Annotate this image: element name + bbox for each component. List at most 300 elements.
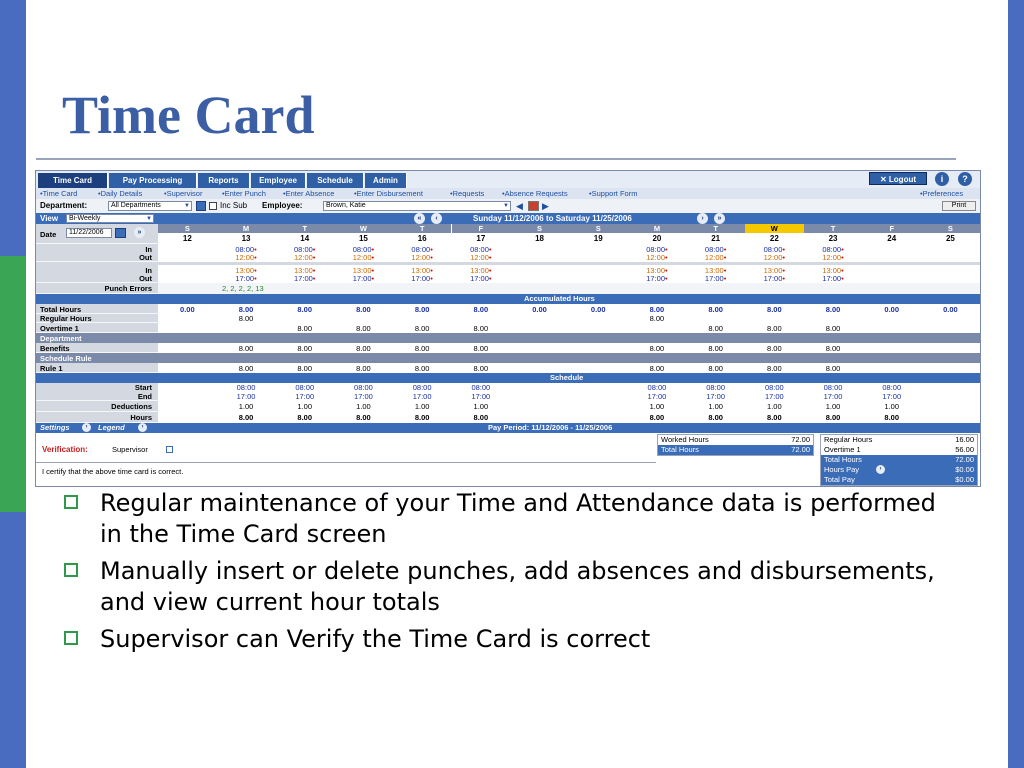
punch-edit-marker-icon: • <box>723 253 727 262</box>
summary-label: Total Pay <box>824 475 855 484</box>
hours-cell: 8.00 <box>414 364 430 373</box>
schedule-times-row <box>36 383 980 401</box>
punch-cell[interactable]: 08:00• <box>411 245 433 254</box>
benefits-row <box>36 343 980 353</box>
punch-cell[interactable]: 17:00• <box>470 274 492 283</box>
schedule-rule-label: Schedule Rule <box>40 354 92 363</box>
punch-cell[interactable]: 17:00• <box>294 274 316 283</box>
punch-cell[interactable]: 13:00• <box>411 266 433 275</box>
total-hours-label-cell <box>36 304 158 314</box>
hours-cell: 1.00 <box>238 402 254 411</box>
period-title: Sunday 11/12/2006 to Saturday 11/25/2006 <box>473 214 632 223</box>
tab-reports[interactable]: Reports <box>198 173 250 188</box>
legend-link[interactable]: Legend <box>98 423 125 432</box>
hours-cell: 8.00 <box>414 413 430 422</box>
overtime-label: Overtime 1 <box>40 324 79 333</box>
hours-cell: 0.00 <box>590 305 606 314</box>
hours-cell: 8.00 <box>297 305 313 314</box>
view-cell <box>36 213 158 224</box>
schedule-hours-row <box>36 412 980 423</box>
hours-cell: 17:00 <box>412 392 432 401</box>
hours-cell: 8.00 <box>238 314 254 323</box>
day-date[interactable]: 23 <box>828 234 838 243</box>
prev-employee-icon[interactable]: ◀ <box>516 201 523 211</box>
tab-time-card[interactable]: Time Card <box>38 173 108 188</box>
tab-employee[interactable]: Employee <box>251 173 306 188</box>
punch-edit-marker-icon: • <box>841 274 844 283</box>
summary-line <box>821 445 977 455</box>
punch-row-1 <box>36 244 980 262</box>
punch-edit-marker-icon: • <box>665 245 668 254</box>
employee-label: Employee: <box>262 201 303 210</box>
hours-cell: 08:00 <box>354 383 373 392</box>
hours-cell: 08:00 <box>882 383 902 392</box>
date-cell <box>36 224 158 244</box>
hours-cell: 17:00 <box>706 392 726 401</box>
hours-cell: 8.00 <box>356 324 371 333</box>
hours-cell: 8.00 <box>297 364 313 373</box>
certify-statement: I certify that the above time card is correct. <box>42 467 184 476</box>
punch-cell[interactable]: 17:00• <box>352 274 375 283</box>
department-label: Department: <box>40 201 88 210</box>
in-label: In <box>145 245 152 254</box>
go-date-icon[interactable]: » <box>134 227 145 238</box>
bullet-text: Manually insert or delete punches, add absences and disbursements, and view current hour totals <box>100 557 935 616</box>
day-date[interactable]: 12 <box>182 234 192 243</box>
square-bullet-icon <box>64 495 78 509</box>
punch-edit-marker-icon: • <box>254 274 257 283</box>
day-letter: S <box>569 224 628 233</box>
punch-cell[interactable]: 13:00• <box>822 266 844 275</box>
punch-edit-marker-icon: • <box>782 253 786 262</box>
punch-cell[interactable]: 08:00• <box>704 245 727 254</box>
print-button[interactable]: Print <box>942 201 976 211</box>
deductions-label: Deductions <box>111 402 152 411</box>
in-label: In <box>145 266 152 275</box>
punch-cell[interactable]: 17:00• <box>235 274 257 283</box>
punch-edit-marker-icon: • <box>254 245 257 254</box>
hours-cell: 17:00 <box>295 392 315 401</box>
next-employee-icon[interactable]: ▶ <box>542 201 549 211</box>
inc-sub-label: Inc Sub <box>220 201 248 210</box>
timecard-screenshot <box>35 170 981 487</box>
subnav-daily-details[interactable]: •Daily Details <box>98 189 143 198</box>
regular-hours-label-cell <box>36 314 158 323</box>
punch-cell[interactable]: 13:00• <box>352 266 375 275</box>
punch-errors-label: Punch Errors <box>104 284 152 293</box>
hours-cell: 8.00 <box>297 344 313 353</box>
left-green-accent <box>0 256 26 512</box>
next-period-icon[interactable]: › <box>697 213 708 224</box>
supervisor-verify-checkbox[interactable] <box>166 446 173 453</box>
summary-label: Overtime 1 <box>824 445 861 454</box>
inc-sub-checkbox[interactable] <box>209 202 217 210</box>
day-letter: S <box>158 224 217 233</box>
summary-value: 16.00 <box>955 435 974 444</box>
hours-cell: 8.00 <box>884 413 900 422</box>
punch-errors-cell <box>36 283 158 294</box>
hours-cell: 08:00 <box>823 383 843 392</box>
hours-cell: 8.00 <box>767 413 782 422</box>
punch-cell[interactable]: 12:00• <box>646 253 668 262</box>
punch-cell[interactable]: 12:00• <box>411 253 433 262</box>
hours-cell: 17:00 <box>823 392 843 401</box>
hours-cell: 1.00 <box>414 402 430 411</box>
hours-cell: 08:00 <box>764 383 784 392</box>
schedule-rule-band <box>36 353 980 363</box>
date-input[interactable] <box>66 228 112 238</box>
benefits-label-cell <box>36 343 158 353</box>
overtime-row <box>36 323 980 333</box>
square-bullet-icon <box>64 631 78 645</box>
hours-cell: 8.00 <box>767 344 782 353</box>
hours-cell: 0.00 <box>943 305 958 314</box>
bullet-text: Supervisor can Verify the Time Card is correct <box>100 625 651 653</box>
bullet-item <box>64 556 954 620</box>
punch-cell[interactable]: 17:00• <box>704 274 727 283</box>
slide-title: Time Card <box>62 85 315 145</box>
settings-link[interactable]: Settings <box>40 423 70 432</box>
subnav-enter-absence[interactable]: •Enter Absence <box>283 189 335 198</box>
day-letter: F <box>452 224 511 233</box>
hours-cell: 8.00 <box>473 324 489 333</box>
summary-line <box>821 435 977 445</box>
hours-cell: 0.00 <box>532 305 547 314</box>
day-date[interactable]: 25 <box>945 234 955 243</box>
rule1-row <box>36 363 980 373</box>
overtime-label-cell <box>36 323 158 333</box>
hours-pay-expand-icon[interactable]: › <box>876 465 885 474</box>
hours-cell: 8.00 <box>649 344 665 353</box>
punch-edit-marker-icon: • <box>488 266 492 275</box>
employee-detail-icon[interactable] <box>528 201 539 211</box>
hours-cell: 17:00 <box>236 392 256 401</box>
punch-edit-marker-icon: • <box>723 245 727 254</box>
punch-edit-marker-icon: • <box>254 253 257 262</box>
hours-cell: 08:00 <box>236 383 256 392</box>
hours-cell: 8.00 <box>473 364 489 373</box>
hours-cell: 1.00 <box>473 402 489 411</box>
subnav-time-card[interactable]: •Time Card <box>40 189 78 198</box>
punch-cell[interactable]: 08:00• <box>352 245 375 254</box>
punch-cell[interactable]: 13:00• <box>470 266 492 275</box>
punch-edit-marker-icon: • <box>488 253 492 262</box>
summary-line <box>658 445 813 455</box>
punch-edit-marker-icon: • <box>665 266 668 275</box>
hours-cell: 8.00 <box>708 413 723 422</box>
day-date[interactable]: 18 <box>535 234 544 243</box>
day-date[interactable]: 14 <box>300 234 310 243</box>
chevron-down-icon: ▼ <box>146 216 152 222</box>
tab-schedule[interactable]: Schedule <box>307 173 364 188</box>
pay-summary <box>820 434 978 486</box>
hours-cell: 8.00 <box>767 305 782 314</box>
day-letter: T <box>393 224 452 233</box>
punch-edit-marker-icon: • <box>312 266 316 275</box>
hours-cell: 8.00 <box>708 324 723 333</box>
regular-hours-label: Regular Hours <box>40 314 92 323</box>
hours-cell: 08:00 <box>706 383 726 392</box>
punch-edit-marker-icon: • <box>312 245 316 254</box>
punch-edit-marker-icon: • <box>841 245 844 254</box>
punch-edit-marker-icon: • <box>782 245 786 254</box>
pay-period-title: Pay Period: 11/12/2006 - 11/25/2006 <box>488 423 613 432</box>
rule1-label: Rule 1 <box>40 364 63 373</box>
day-letter: T <box>275 224 334 233</box>
hours-cell: 17:00 <box>471 392 491 401</box>
day-letter: S <box>510 224 569 233</box>
summary-line <box>821 465 977 475</box>
schedule-title: Schedule <box>550 373 584 382</box>
day-letter: T <box>804 224 863 233</box>
punch-cell[interactable]: 13:00• <box>235 266 257 275</box>
punch-cell[interactable]: 17:00• <box>646 274 668 283</box>
main-tab-bar <box>36 171 980 188</box>
benefits-label: Benefits <box>40 344 70 353</box>
info-icon[interactable]: i <box>935 172 949 186</box>
hours-cell: 08:00 <box>412 383 432 392</box>
employee-value: Brown, Katie <box>326 202 366 209</box>
hours-label: Hours <box>130 413 152 422</box>
punch-cell[interactable]: 17:00• <box>822 274 844 283</box>
day-letter: S <box>921 224 980 233</box>
punch-cell[interactable]: 13:00• <box>646 266 668 275</box>
subnav-preferences[interactable]: •Preferences <box>920 189 964 198</box>
punch-cell[interactable]: 12:00• <box>822 253 844 262</box>
summary-value: $0.00 <box>955 465 974 474</box>
punch-cell[interactable]: 08:00• <box>470 245 492 254</box>
hours-cell: 08:00 <box>471 383 491 392</box>
employee-select[interactable] <box>323 201 511 211</box>
hours-cell: 8.00 <box>297 324 313 333</box>
hours-cell: 1.00 <box>825 402 841 411</box>
settings-expand-icon[interactable]: › <box>82 423 91 432</box>
start-label: Start <box>134 383 152 392</box>
out-label: Out <box>139 274 152 283</box>
hours-cell: 8.00 <box>825 344 841 353</box>
hours-cell: 8.00 <box>238 344 254 353</box>
day-date[interactable]: 15 <box>358 234 368 243</box>
subnav-supervisor[interactable]: •Supervisor <box>164 189 203 198</box>
hours-cell: 17:00 <box>647 392 667 401</box>
hours-cell: 8.00 <box>414 324 430 333</box>
punch-edit-marker-icon: • <box>430 274 433 283</box>
hours-cell: 8.00 <box>238 413 254 422</box>
department-band <box>36 333 980 343</box>
punch-edit-marker-icon: • <box>312 253 316 262</box>
day-date[interactable]: 24 <box>887 234 897 243</box>
punch-edit-marker-icon: • <box>723 266 727 275</box>
day-date[interactable]: 13 <box>241 234 251 243</box>
view-label: View <box>40 214 59 223</box>
last-period-icon[interactable]: » <box>714 213 725 224</box>
day-date[interactable]: 17 <box>476 234 486 243</box>
day-letter: F <box>862 224 921 233</box>
summary-label: Hours Pay <box>824 465 860 474</box>
summary-label: Regular Hours <box>824 435 873 444</box>
department-section-label: Department <box>40 334 82 343</box>
punch-cell[interactable]: 13:00• <box>704 266 727 275</box>
prev-period-icon[interactable]: ‹ <box>431 213 442 224</box>
hours-cell: 8.00 <box>767 324 782 333</box>
punch-edit-marker-icon: • <box>430 253 433 262</box>
hours-cell: 8.00 <box>767 364 782 373</box>
hours-label-cell <box>36 412 158 423</box>
punch-edit-marker-icon: • <box>841 266 844 275</box>
summary-value: 56.00 <box>955 445 974 454</box>
tab-admin[interactable]: Admin <box>365 173 407 188</box>
hours-cell: 8.00 <box>414 305 430 314</box>
summary-label: Total Hours <box>824 455 862 464</box>
summary-value: 72.00 <box>955 455 974 464</box>
subnav-support-form[interactable]: •Support Form <box>589 189 638 198</box>
hours-cell: 8.00 <box>649 413 665 422</box>
punch-cell[interactable]: 13:00• <box>294 266 316 275</box>
hours-cell: 1.00 <box>708 402 723 411</box>
punch-cell[interactable]: 12:00• <box>470 253 492 262</box>
punch-edit-marker-icon: • <box>371 245 375 254</box>
total-hours-row <box>36 304 980 314</box>
day-date[interactable]: 16 <box>417 234 427 243</box>
hours-cell: 1.00 <box>649 402 665 411</box>
sub-navigation <box>36 188 980 199</box>
punch-cell[interactable]: 17:00• <box>763 274 786 283</box>
punch-cell[interactable]: 12:00• <box>294 253 316 262</box>
regular-hours-row <box>36 314 980 323</box>
summary-value: 72.00 <box>791 445 810 454</box>
hours-cell: 8.00 <box>649 305 665 314</box>
hours-cell: 0.00 <box>180 305 195 314</box>
day-letter: M <box>217 224 276 233</box>
calendar-icon[interactable] <box>196 201 206 211</box>
hours-cell: 8.00 <box>708 305 723 314</box>
filter-toolbar <box>36 199 980 213</box>
summary-label: Total Hours <box>661 445 699 454</box>
hours-cell: 17:00 <box>882 392 902 401</box>
title-divider <box>36 158 956 160</box>
date-label: Date <box>40 230 57 239</box>
punch-cell[interactable]: 08:00• <box>822 245 844 254</box>
punch-edit-marker-icon: • <box>665 274 668 283</box>
logout-label: Logout <box>888 175 917 184</box>
punch-edit-marker-icon: • <box>430 266 433 275</box>
hours-cell: 8.00 <box>356 305 371 314</box>
verification-label: Verification: <box>42 445 88 454</box>
day-letter: M <box>628 224 687 233</box>
hours-cell: 8.00 <box>473 413 489 422</box>
hours-cell: 8.00 <box>356 344 371 353</box>
summary-line <box>658 435 813 445</box>
view-select[interactable] <box>66 214 154 223</box>
punch-label-cell <box>36 265 158 283</box>
bullet-item <box>64 624 954 656</box>
hours-cell: 17:00 <box>354 392 373 401</box>
hours-cell: 8.00 <box>473 305 489 314</box>
supervisor-label: Supervisor <box>112 445 148 454</box>
hours-cell: 8.00 <box>297 413 313 422</box>
hours-cell: 1.00 <box>297 402 313 411</box>
punch-row-2 <box>36 265 980 283</box>
day-letter: T <box>686 224 745 233</box>
subnav-requests[interactable]: •Requests <box>450 189 485 198</box>
summary-line <box>821 455 977 465</box>
hours-cell: 8.00 <box>414 344 430 353</box>
hours-cell: 8.00 <box>356 413 371 422</box>
day-date[interactable]: 20 <box>652 234 662 243</box>
first-period-icon[interactable]: « <box>414 213 425 224</box>
punch-errors-row <box>36 283 980 294</box>
subnav-absence-requests[interactable]: •Absence Requests <box>502 189 568 198</box>
period-header-row <box>36 213 980 224</box>
punch-cell[interactable]: 12:00• <box>235 253 257 262</box>
punch-edit-marker-icon: • <box>312 274 316 283</box>
day-letter: W <box>334 224 393 233</box>
summary-label: Worked Hours <box>661 435 709 444</box>
day-date[interactable]: 22 <box>769 234 779 243</box>
punch-cell[interactable]: 12:00• <box>352 253 375 262</box>
punch-cell[interactable]: 12:00• <box>763 253 786 262</box>
worked-hours-summary <box>657 434 814 456</box>
total-hours-label: Total Hours <box>40 305 82 314</box>
date-value: 11/22/2006 <box>69 229 104 236</box>
help-icon[interactable]: ? <box>958 172 972 186</box>
rule1-label-cell <box>36 363 158 373</box>
summary-value: $0.00 <box>955 475 974 484</box>
punch-edit-marker-icon: • <box>371 266 375 275</box>
day-letter: W <box>745 224 804 233</box>
end-label: End <box>137 392 152 401</box>
hours-cell: 8.00 <box>825 324 841 333</box>
legend-expand-icon[interactable]: › <box>138 423 147 432</box>
calendar-icon[interactable] <box>115 228 126 238</box>
punch-cell[interactable]: 08:00• <box>235 245 257 254</box>
hours-cell: 8.00 <box>649 314 665 323</box>
hours-cell: 1.00 <box>356 402 371 411</box>
chevron-down-icon: ▼ <box>503 203 509 209</box>
punch-cell[interactable]: 17:00• <box>411 274 433 283</box>
punch-cell[interactable]: 08:00• <box>763 245 786 254</box>
department-select[interactable] <box>108 201 192 211</box>
hours-cell: 8.00 <box>708 364 723 373</box>
punch-errors-value[interactable]: 2, 2, 2, 2, 13 <box>222 284 264 293</box>
verification-divider <box>36 462 656 463</box>
day-header-row <box>36 224 980 244</box>
punch-edit-marker-icon: • <box>371 253 375 262</box>
punch-cell[interactable]: 12:00• <box>704 253 727 262</box>
hours-cell: 8.00 <box>649 364 665 373</box>
hours-cell: 17:00 <box>764 392 784 401</box>
punch-edit-marker-icon: • <box>841 253 844 262</box>
tab-pay-processing[interactable]: Pay Processing <box>109 173 197 188</box>
day-date[interactable]: 21 <box>711 234 721 243</box>
bullet-item <box>64 488 954 552</box>
day-date[interactable]: 19 <box>593 234 603 243</box>
punch-edit-marker-icon: • <box>782 274 786 283</box>
logout-button[interactable]: ✕ Logout <box>869 172 927 185</box>
hours-cell: 8.00 <box>356 364 371 373</box>
punch-cell[interactable]: 08:00• <box>646 245 668 254</box>
hours-cell: 1.00 <box>767 402 782 411</box>
punch-edit-marker-icon: • <box>254 266 257 275</box>
punch-cell[interactable]: 13:00• <box>763 266 786 275</box>
hours-cell: 8.00 <box>473 344 489 353</box>
summary-line <box>821 475 977 485</box>
subnav-enter-punch[interactable]: •Enter Punch <box>222 189 266 198</box>
punch-cell[interactable]: 08:00• <box>294 245 316 254</box>
accumulated-title: Accumulated Hours <box>524 294 595 303</box>
subnav-enter-disbursement[interactable]: •Enter Disbursement <box>354 189 423 198</box>
punch-label-cell <box>36 244 158 262</box>
